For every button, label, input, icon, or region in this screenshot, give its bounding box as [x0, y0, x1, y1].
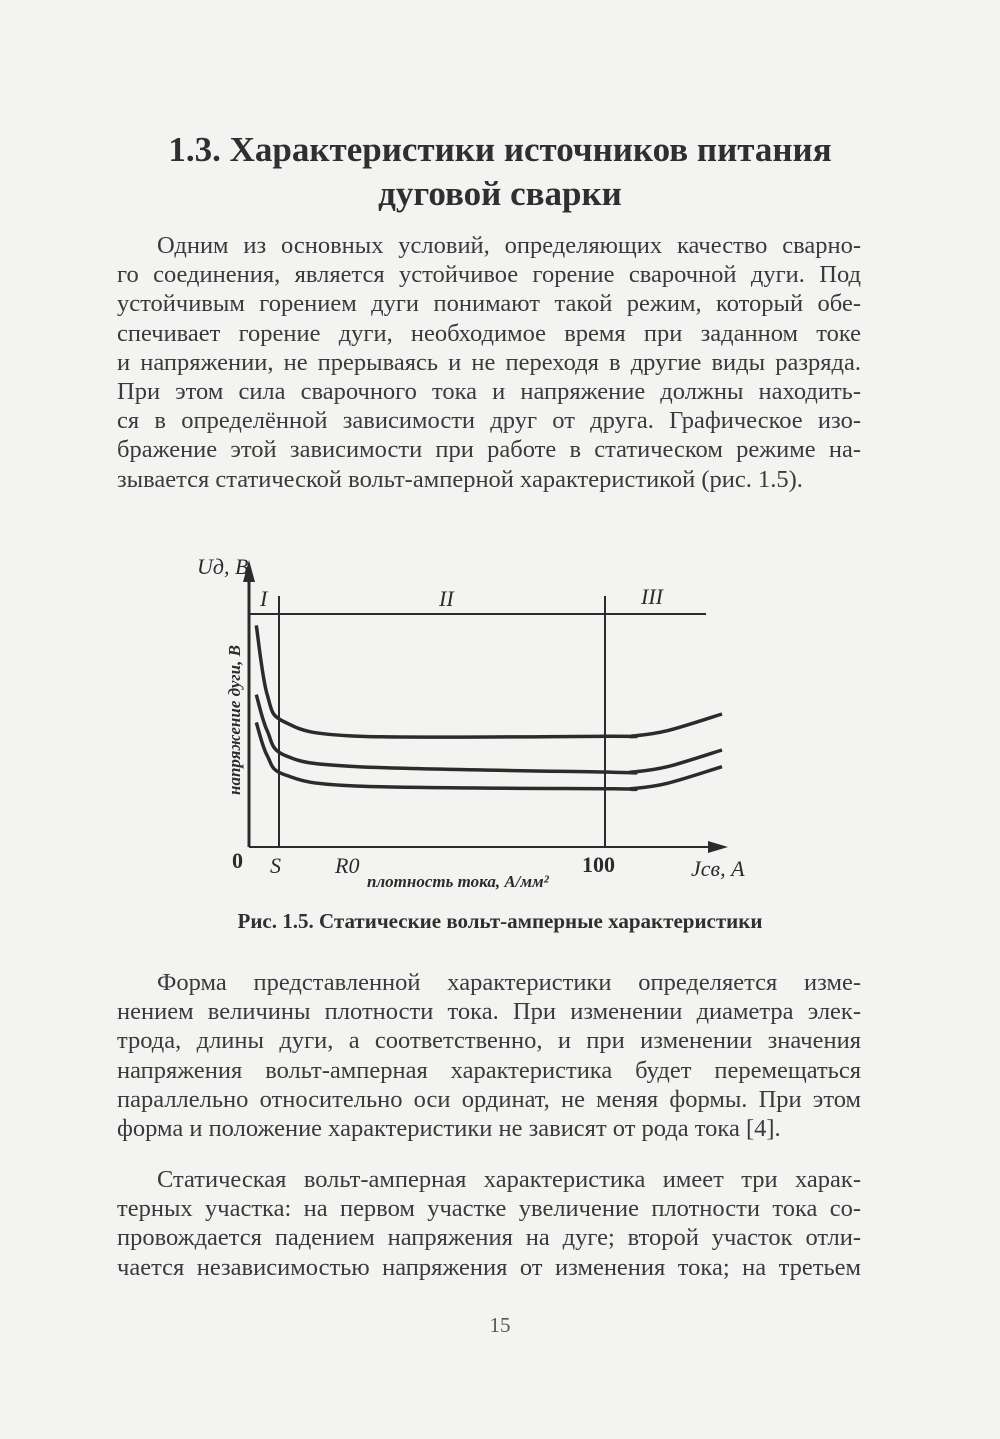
page-number: 15	[489, 1313, 511, 1337]
region-label-3: III	[641, 584, 663, 609]
text-line: чается независимостью напряжения от изменения тока; на третьем	[117, 1253, 861, 1281]
vac-curve-upper	[256, 625, 722, 737]
text-line: Статическая вольт-амперная характеристика имеет три харак-	[157, 1166, 861, 1193]
tick-label-r0: R0	[335, 853, 360, 878]
x-axis-arrow	[708, 841, 728, 853]
figure-caption: Рис. 1.5. Статические вольт-амперные характеристики	[237, 909, 763, 933]
section-heading-line-2: дуговой сварки	[378, 174, 622, 213]
text-line: нением величины плотности тока. При изменении диаметра элек-	[117, 998, 861, 1026]
text-line: спечивает горение дуги, необходимое время при заданном токе	[117, 319, 861, 347]
text-line: Форма представленной характеристики определяется изме-	[157, 969, 861, 996]
region-label-2: II	[439, 586, 454, 611]
text-line: параллельно относительно оси ординат, не меняя формы. При этом	[117, 1085, 861, 1113]
region-label-1: I	[260, 586, 268, 611]
paragraph-3	[117, 1165, 861, 1282]
text-line: Одним из основных условий, определяющих качество сварно-	[157, 232, 861, 259]
x-axis-label: Jсв, A	[691, 856, 745, 881]
section-heading-line-1: 1.3. Характеристики источников питания	[168, 130, 832, 169]
text-line: терных участка: на первом участке увеличение плотности тока со-	[117, 1195, 861, 1223]
y-axis-label: Uд, B	[197, 554, 249, 579]
tick-label-s: S	[270, 853, 281, 878]
text-line: ся в определённой зависимости друг от друга. Графическое изо-	[117, 407, 861, 435]
origin-label: 0	[232, 848, 243, 873]
paragraph-2	[117, 968, 861, 1143]
text-line: При этом сила сварочного тока и напряжение должны находить-	[117, 378, 861, 406]
text-line: зывается статической вольт-амперной характеристикой (рис. 1.5).	[117, 465, 803, 493]
text-line: трода, длины дуги, а соответственно, и при изменении значения	[117, 1027, 861, 1055]
text-line: бражение этой зависимости при работе в статическом режиме на-	[117, 436, 861, 464]
y-axis-title: напряжение дуги, В	[225, 645, 244, 795]
text-line: провождается падением напряжения на дуге; второй участок отли-	[117, 1224, 861, 1252]
text-line: форма и положение характеристики не зависят от рода тока [4].	[117, 1115, 781, 1143]
text-line: напряжения вольт-амперная характеристика будет перемещаться	[117, 1056, 861, 1084]
text-line: устойчивым горением дуги понимают такой режим, который обе-	[117, 290, 861, 318]
tick-label-100: 100	[582, 852, 615, 877]
x-axis-title: плотность тока, А/мм²	[367, 872, 549, 891]
text-line: и напряжении, не прерываясь и не переходя в другие виды разряда.	[117, 348, 861, 376]
text-line: го соединения, является устойчивое горение сварочной дуги. Под	[117, 261, 861, 289]
